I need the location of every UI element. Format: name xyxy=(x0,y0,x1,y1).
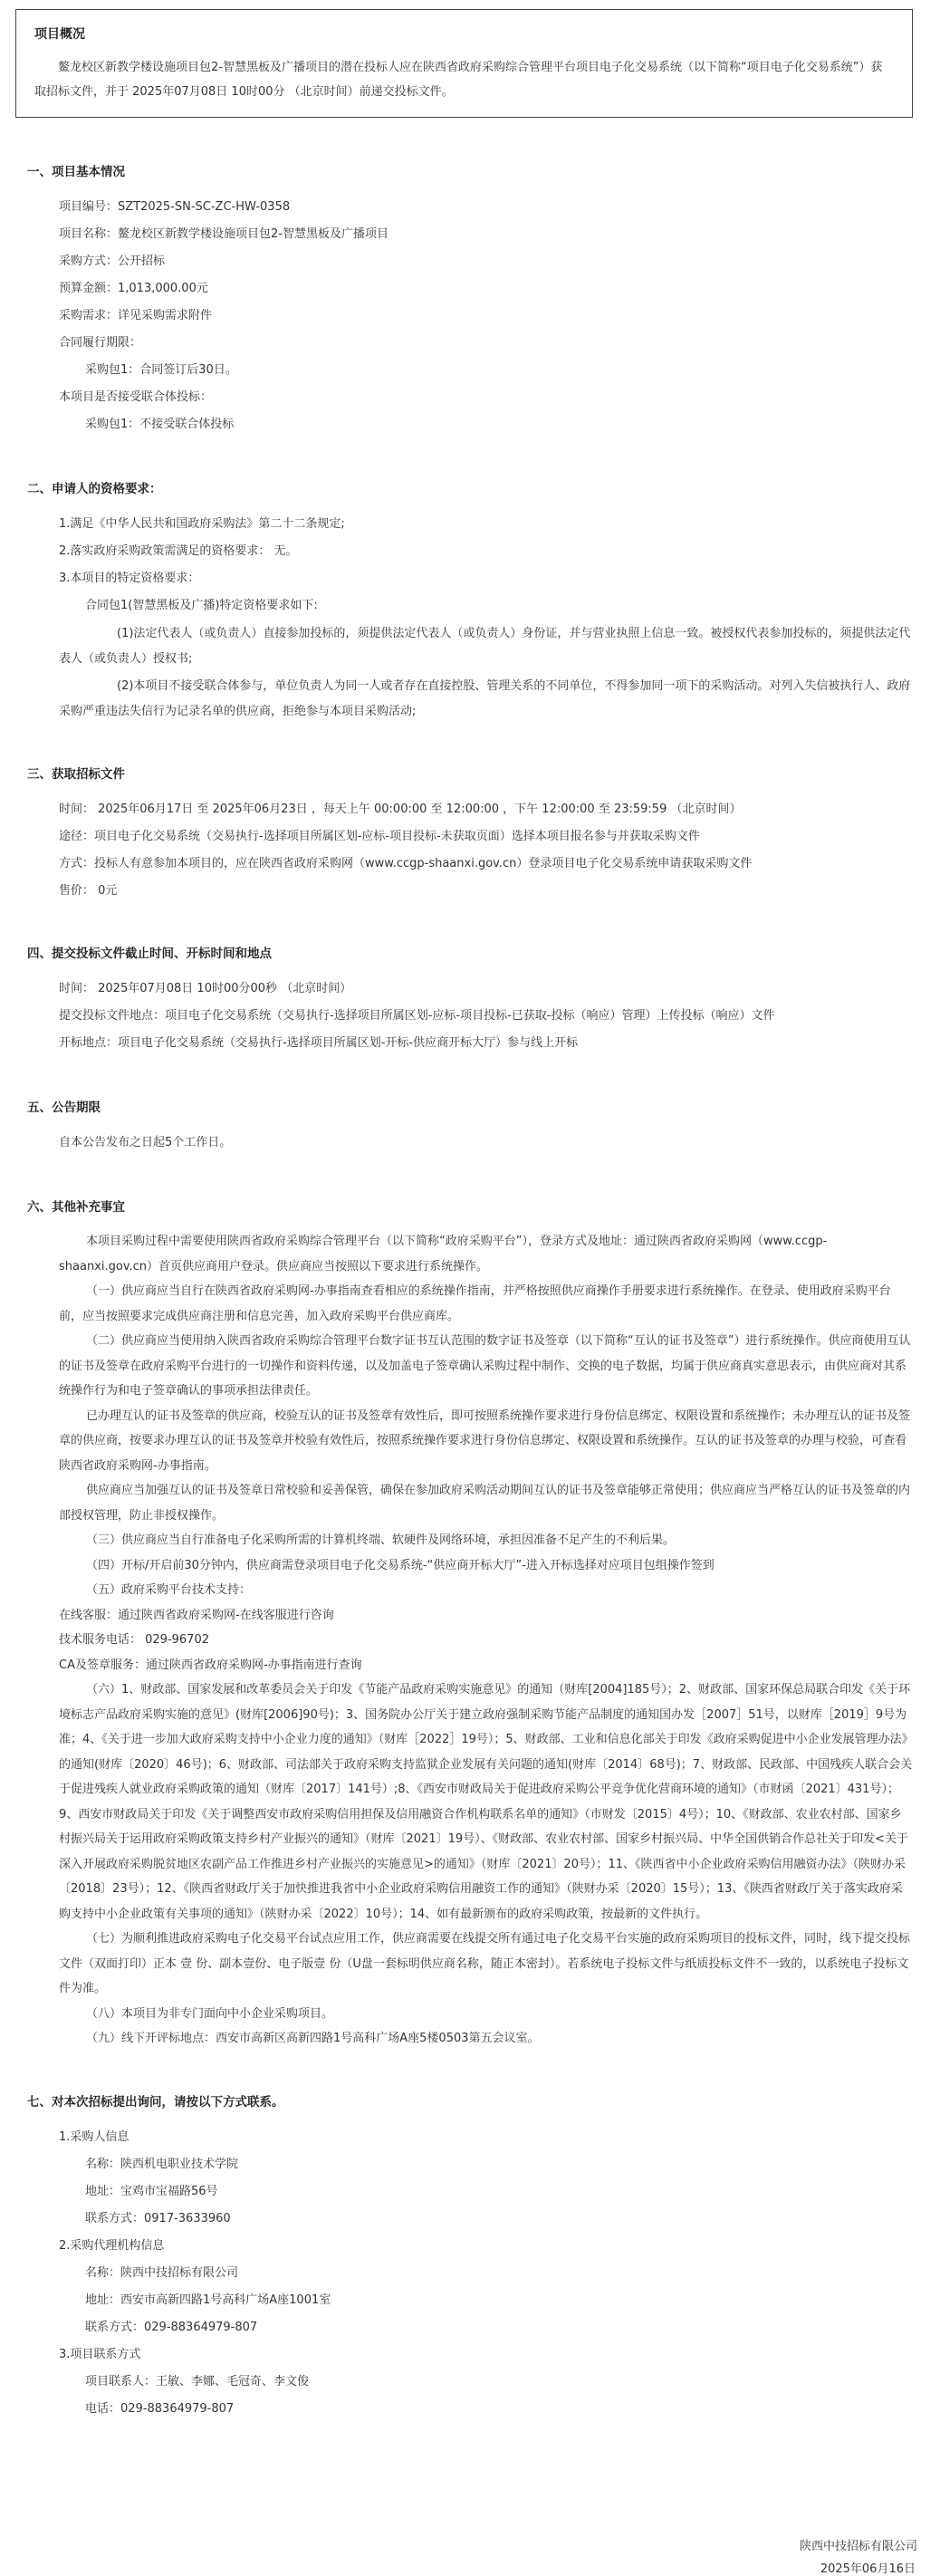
procurement-requirement: 采购需求：详见采购需求附件 xyxy=(59,309,213,322)
policy-paragraph: （六）1、财政部、国家发展和改革委员会关于印发《节能产品政府采购实施意见》的通知（财库[2004]185号）；2、财政部、国家环保总局联合印发《关于环境标志产品政府采购实施的意见》(财库[2006]90号)；3、国务院办公厅关于建立政府强制采购节能产品制度的通知国办发［2007］51号，以财库［2019］9号为准；4、《关于进一步加大政府采购支持中小企业力度的通知》（财库［2022］19号）；5、财政部、工业和信息化部关于印发《政府采购促进中小企业发展管理办法》的通知(财库〔2020〕46号)；6、财政部、司法部关于政府采购支持监狱企业发展有关问题的通知(财库〔2014〕68号)；7、财政部、民政部、中国残疾人联合会关于促进残疾人就业政府采购政策的通知（财库〔2017〕141号）;8、《西安市财政局关于促进政府采购公平竞争优化营商环境的通知》（市财函〔2021〕431号）；9、西安市财政局关于印发《关于调整西安市政府采购信用担保及信用融资合作机构联系名单的通知》（市财发〔2015〕4号）；10、《财政部、农业农村部、国家乡村振兴局关于运用政府采购政策支持乡村产业振兴的通知》（财库〔2021〕19号）、《财政部、农业农村部、国家乡村振兴局、中华全国供销合作总社关于印发<关于深入开展政府采购脱贫地区农副产品工作推进乡村产业振兴的实施意见>的通知》（财库〔2021〕20号）；11、《陕西省中小企业政府采购信用融资办法》（陕财办采〔2018〕23号）；12、《陕西省财政厅关于加快推进我省中小企业政府采购信用融资工作的通知》（陕财办采〔2020〕15号）；13、《陕西省财政厅关于落实政府采购支持中小企业政策有关事项的通知》（陕财办采〔2022〕10号）；14、如有最新颁布的政府采购政策，按最新的文件执行。 xyxy=(59,1683,913,1921)
section-contact xyxy=(27,2091,913,2423)
other-paragraph: 供应商应当加强互认的证书及签章日常校验和妥善保管，确保在参加政府采购活动期间互认的证书及签章能够正常使用；供应商应当严格互认的证书及签章的内部授权管理，防止非授权操作。 xyxy=(59,1484,911,1523)
contract-period-label: 合同履行期限： xyxy=(59,336,142,350)
footer-org: 陕西中技招标有限公司 xyxy=(799,2540,917,2553)
qualification-line: 3.本项目的特定资格要求： xyxy=(59,572,200,585)
other-paragraph: （九）线下开评标地点：西安市高新区高新四路1号高科广场A座5楼0503第五会议室。 xyxy=(86,2032,540,2045)
overview-title: 项目概况 xyxy=(34,27,85,42)
submit-location: 提交投标文件地点：项目电子化交易系统（交易执行-选择项目所属区划-应标-项目投标-已获取-投标（响应）管理）上传投标（响应）文件 xyxy=(59,1009,775,1023)
project-number: 项目编号：SZT2025-SN-SC-ZC-HW-0358 xyxy=(59,200,291,214)
other-paragraph: （三）供应商应当自行准备电子化采购所需的计算机终端、软硬件及网络环境，承担因准备不足产生的不利后果。 xyxy=(86,1533,676,1547)
qualification-line: 合同包1(智慧黑板及广播)特定资格要求如下: xyxy=(85,599,318,612)
footer-date: 2025年06月16日 xyxy=(820,2562,916,2576)
section-deadline xyxy=(27,943,913,1057)
other-paragraph: （二）供应商应当使用纳入陕西省政府采购综合管理平台数字证书互认范围的数字证书及签章（以下简称“互认的证书及签章”）进行系统操作。供应商使用互认的证书及签章在政府采购平台进行的一切操作和资料传递，以及加盖电子签章确认采购过程中制作、交换的电子数据，均属于供应商真实意思表示，由供应商对其系统操作行为和电子签章确认的事项承担法律责任。 xyxy=(59,1334,911,1398)
qualification-paragraph: (2)本项目不接受联合体参与，单位负责人为同一人或者存在直接控股、管理关系的不同单位，不得参加同一项下的采购活动。对列入失信被执行人、政府采购严重违法失信行为记录名单的供应商，拒绝参与本项目采购活动; xyxy=(59,679,911,718)
section-title: 二、申请人的资格要求： xyxy=(27,482,162,496)
other-paragraph: 技术服务电话： 029-96702 xyxy=(59,1633,209,1647)
section-announcement-period xyxy=(27,1097,913,1157)
other-paragraph: 在线客服：通过陕西省政府采购网-在线客服进行咨询 xyxy=(59,1608,334,1622)
buyer-name: 名称：陕西机电职业技术学院 xyxy=(85,2157,239,2171)
agency-name: 名称：陕西中技招标有限公司 xyxy=(85,2265,239,2280)
deadline-time: 时间： 2025年07月08日 10时00分00秒 （北京时间） xyxy=(59,982,352,995)
other-paragraph: （七）为顺利推进政府采购电子化交易平台试点应用工作，供应商需要在线提交所有通过电子化交易平台实施的政府采购项目的投标文件，同时，线下提交投标文件（双面打印）正本 壹 份、副本壹份、电子版壹 份（U盘一套标明供应商名称，随正本密封）。若系统电子投标文件与纸质投标文件不一致的，以系统电子投标文件为准。 xyxy=(59,1932,911,1995)
section-obtain-docs xyxy=(27,764,913,905)
qualification-line: 1.满足《中华人民共和国政府采购法》第二十二条规定; xyxy=(59,517,345,531)
overview-text: 鳌龙校区新教学楼设施项目包2-智慧黑板及广播项目的潜在投标人应在陕西省政府采购综合管理平台项目电子化交易系统（以下简称“项目电子化交易系统”）获取招标文件，并于 2025年07月08日 10时00分 （北京时间）前递交投标文件。 xyxy=(34,61,883,99)
section-other-matters xyxy=(27,1197,913,2052)
other-paragraph: （四）开标/开启前30分钟内，供应商需登录项目电子化交易系统-“供应商开标大厅”-进入开标选择对应项目包组操作签到 xyxy=(86,1558,715,1572)
section-title: 五、公告期限 xyxy=(27,1101,101,1115)
buyer-phone: 联系方式：0917-3633960 xyxy=(85,2211,231,2225)
project-contact-heading: 3.项目联系方式 xyxy=(59,2347,141,2361)
section-basic-info xyxy=(27,161,913,438)
consortium-value: 采购包1：不接受联合体投标 xyxy=(85,418,235,431)
qualification-line: 2.落实政府采购政策需满足的资格要求： 无。 xyxy=(59,544,298,558)
obtain-method: 方式：投标人有意参加本项目的，应在陕西省政府采购网（www.ccgp-shaanxi.gov.cn）登录项目电子化交易系统申请获取采购文件 xyxy=(59,857,753,870)
obtain-route: 途径：项目电子化交易系统（交易执行-选择项目所属区划-应标-项目投标-未获取页面）选择本项目报名参与并获取采购文件 xyxy=(59,830,700,843)
section-title: 三、获取招标文件 xyxy=(27,767,125,782)
obtain-time: 时间： 2025年06月17日 至 2025年06月23日 ，每天上午 00:00:00 至 12:00:00 ，下午 12:00:00 至 23:59:59 （北京时间） xyxy=(59,803,742,816)
section-qualification xyxy=(27,478,913,724)
section-title: 七、对本次招标提出询问，请按以下方式联系。 xyxy=(27,2094,284,2110)
opening-location: 开标地点：项目电子化交易系统（交易执行-选择项目所属区划-开标-供应商开标大厅）参与线上开标 xyxy=(59,1036,579,1050)
contract-period-value: 采购包1：合同签订后30日。 xyxy=(85,363,237,377)
section-title: 一、项目基本情况 xyxy=(27,165,125,179)
buyer-heading: 1.采购人信息 xyxy=(59,2129,129,2144)
project-contact-phone: 电话：029-88364979-807 xyxy=(85,2401,235,2416)
consortium-label: 本项目是否接受联合体投标： xyxy=(59,390,213,404)
other-paragraph: CA及签章服务：通过陕西省政府采购网-办事指南进行查询 xyxy=(59,1658,362,1672)
procurement-method: 采购方式：公开招标 xyxy=(59,255,166,268)
section-title: 六、其他补充事宜 xyxy=(27,1200,125,1215)
budget-amount: 预算金额：1,013,000.00元 xyxy=(59,282,208,295)
other-paragraph: （五）政府采购平台技术支持： xyxy=(86,1583,252,1597)
agency-phone: 联系方式：029-88364979-807 xyxy=(85,2320,258,2334)
buyer-address: 地址：宝鸡市宝福路56号 xyxy=(85,2184,218,2198)
agency-address: 地址：西安市高新四路1号高科广场A座1001室 xyxy=(85,2292,331,2307)
section-title: 四、提交投标文件截止时间、开标时间和地点 xyxy=(27,947,272,961)
other-paragraph: 本项目采购过程中需要使用陕西省政府采购综合管理平台（以下简称“政府采购平台”），登录方式及地址：通过陕西省政府采购网（www.ccgp-shaanxi.gov.cn）首页供应商用户登录。供应商应当按照以下要求进行系统操作。 xyxy=(59,1235,828,1274)
agency-heading: 2.采购代理机构信息 xyxy=(59,2238,165,2253)
other-paragraph: 已办理互认的证书及签章的供应商，校验互认的证书及签章有效性后，即可按照系统操作要求进行身份信息绑定、权限设置和系统操作；未办理互认的证书及签章的供应商，按要求办理互认的证书及签章并校验有效性后，按照系统操作要求进行身份信息绑定、权限设置和系统操作。互认的证书及签章的办理与校验，可查看陕西省政府采购网-办事指南。 xyxy=(59,1408,911,1473)
other-paragraph: （一）供应商应当自行在陕西省政府采购网-办事指南查看相应的系统操作指南，并严格按照供应商操作手册要求进行系统操作。在登录、使用政府采购平台前，应当按照要求完成供应商注册和信息完善，加入政府采购平台供应商库。 xyxy=(59,1284,891,1323)
project-overview-box xyxy=(15,9,913,118)
other-paragraph: （八）本项目为非专门面向中小企业采购项目。 xyxy=(86,2006,334,2021)
announcement-period: 自本公告发布之日起5个工作日。 xyxy=(59,1136,232,1149)
project-name: 项目名称：鳌龙校区新教学楼设施项目包2-智慧黑板及广播项目 xyxy=(59,227,388,241)
project-contact-person: 项目联系人：王敏、李娜、毛冠奇、李文俊 xyxy=(85,2374,310,2389)
obtain-price: 售价： 0元 xyxy=(59,884,118,898)
qualification-paragraph: (1)法定代表人（或负责人）直接参加投标的，须提供法定代表人（或负责人）身份证，并与营业执照上信息一致。被授权代表参加投标的，须提供法定代表人（或负责人）授权书; xyxy=(59,627,911,666)
